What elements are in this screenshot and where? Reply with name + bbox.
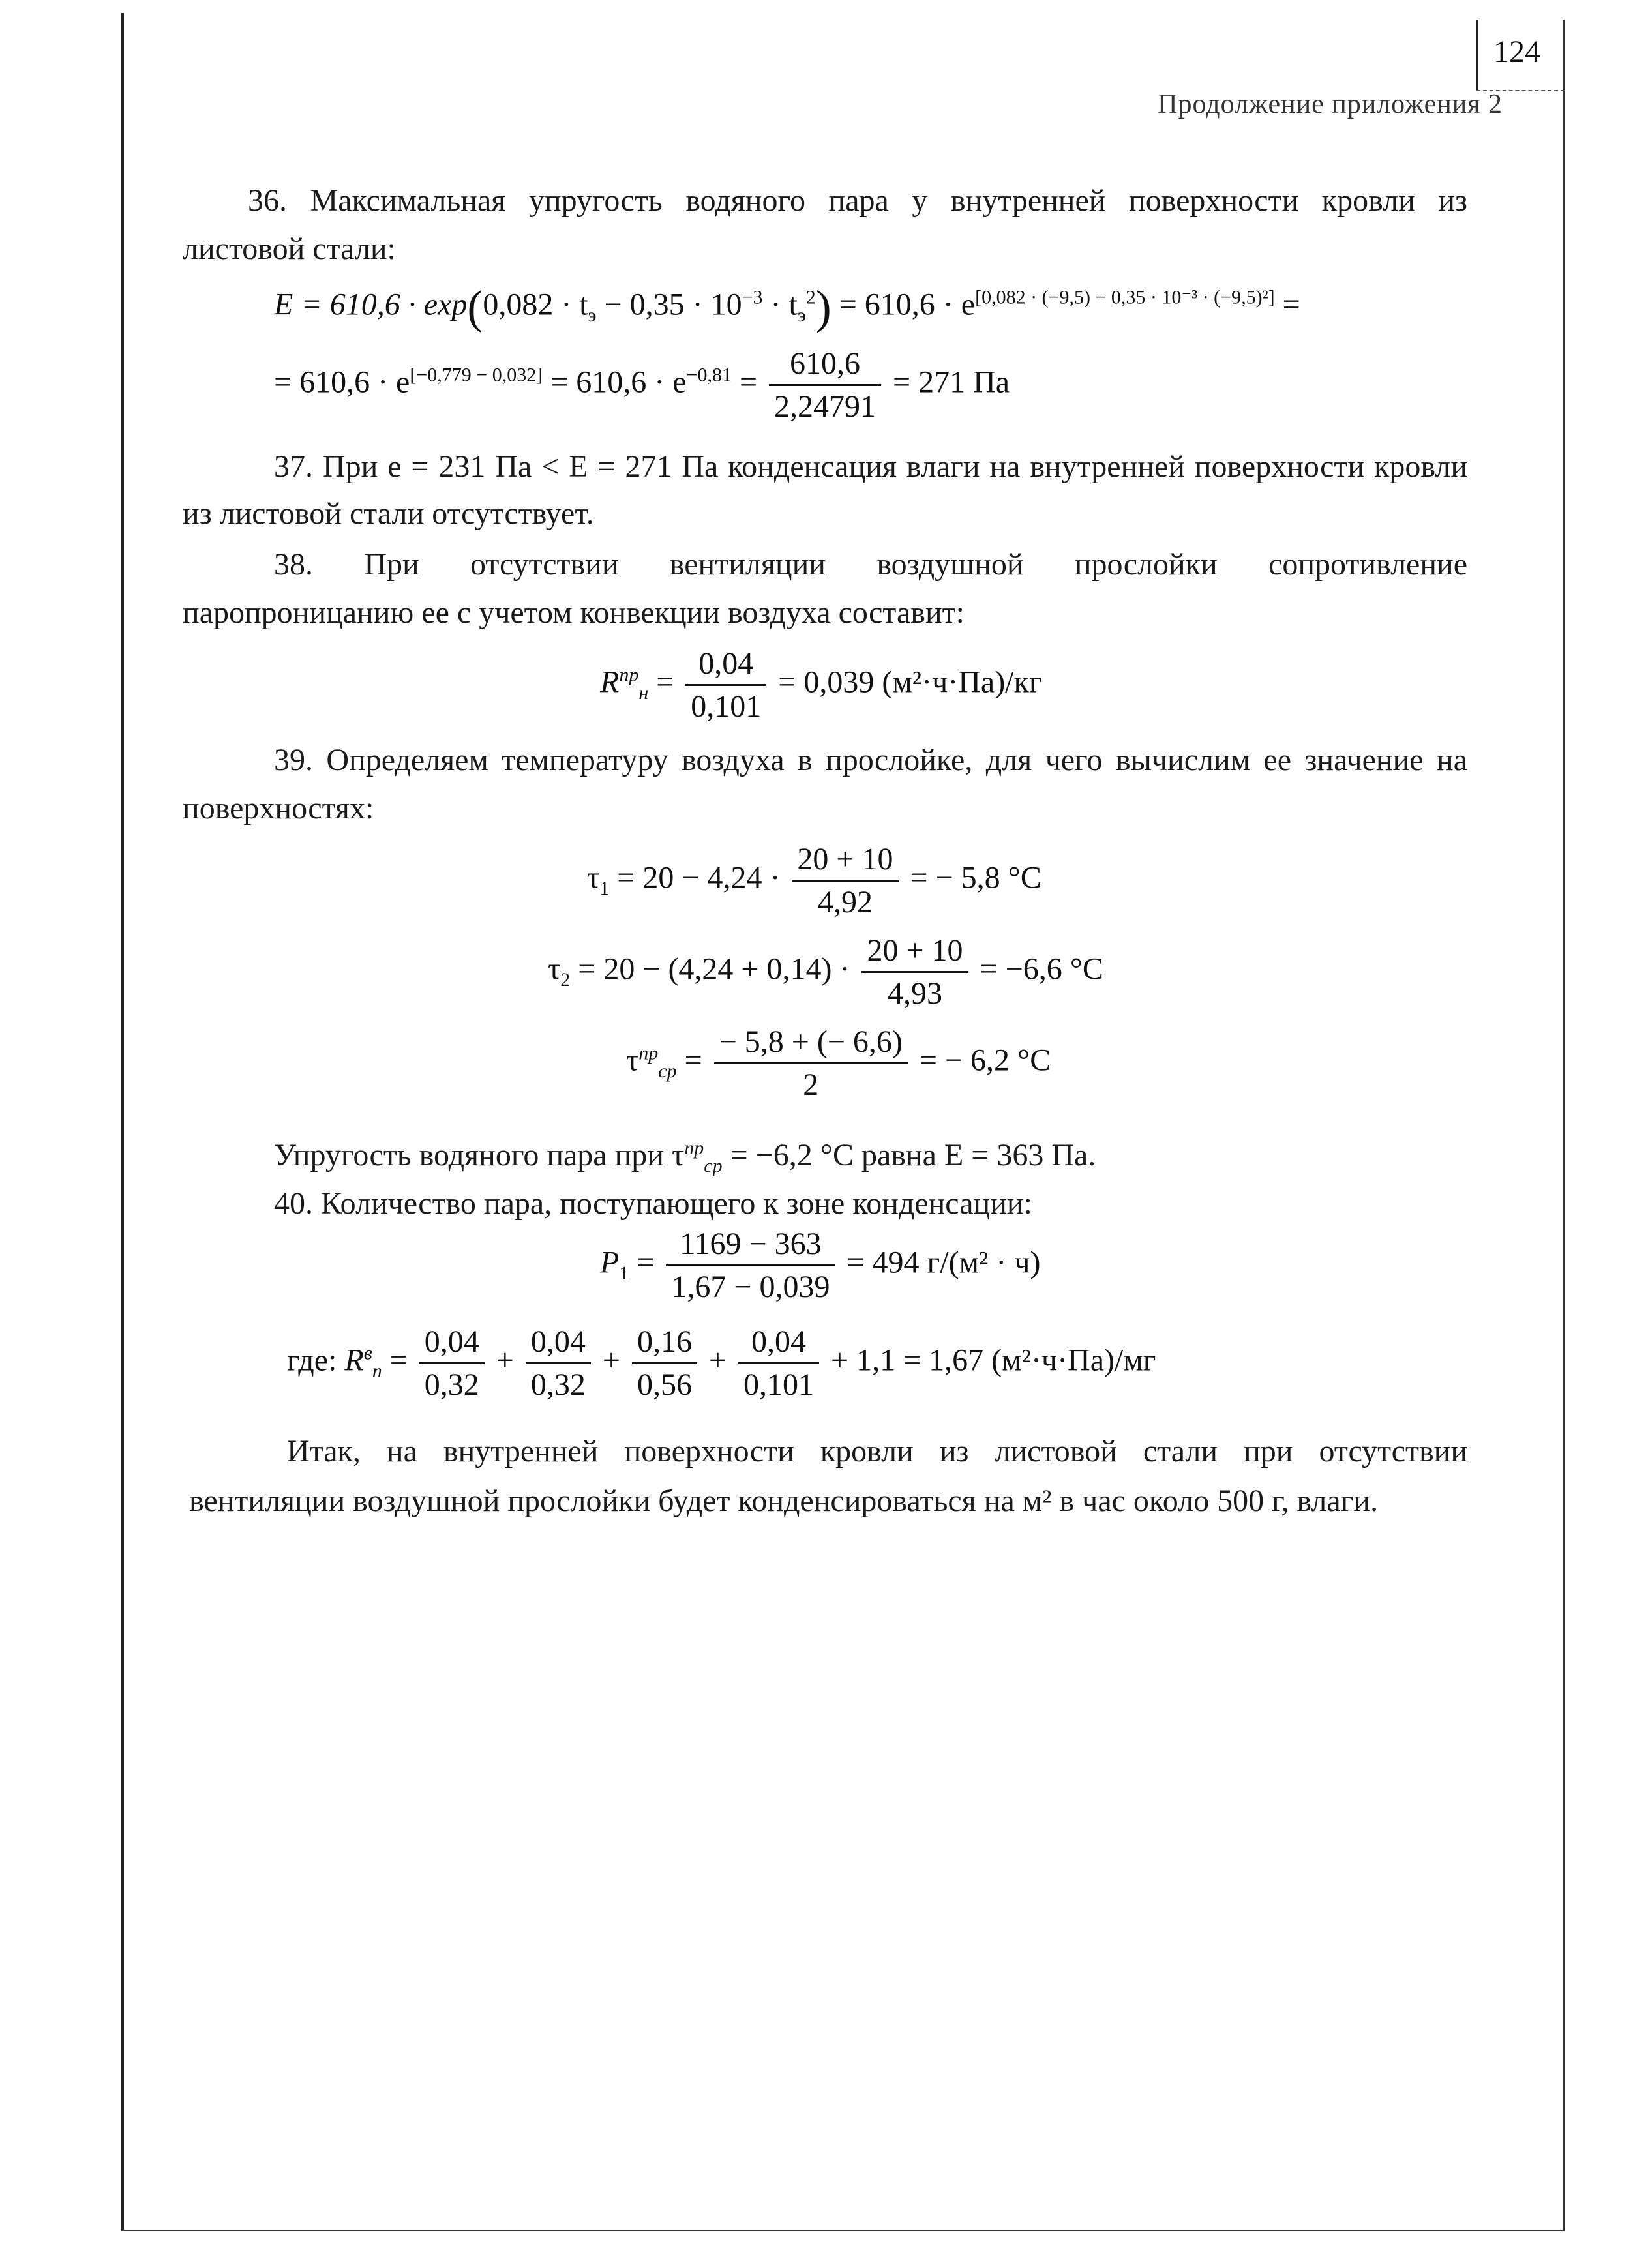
eq36b-eq: =	[739, 365, 758, 400]
page-bottom-border	[121, 2230, 1565, 2231]
paragraph-38-line-1: 38. При отсутствии вентиляции воздушной прослойки сопротивление	[274, 547, 1467, 582]
equation-39-tau1	[587, 841, 1041, 920]
eq40b-f3-denominator: 0,56	[637, 1367, 692, 1402]
eq39c-sup: пр	[638, 1042, 659, 1064]
eq39a-numerator: 20 + 10	[792, 841, 898, 882]
conclusion-line-2: вентиляции воздушной прослойки будет конденсироваться на м² в час около 500 г, влаги.	[189, 1484, 1379, 1518]
paragraph-36-line-1: 36. Максимальная упругость водяного пара у внутренней поверхности кровли из	[248, 183, 1467, 218]
eq36b-denominator: 2,24791	[774, 389, 876, 424]
eq39a-sub: 1	[599, 878, 610, 900]
eq39c-fraction	[714, 1024, 908, 1103]
eq38-fraction	[685, 646, 766, 724]
eq36b-fraction	[769, 346, 881, 425]
equation-39-tau2	[548, 933, 1103, 1011]
eq40b-fraction-3	[632, 1324, 697, 1403]
eq40b-f2-denominator: 0,32	[530, 1367, 586, 1402]
eq40b-f1-denominator: 0,32	[424, 1367, 479, 1402]
eq38-sup: пр	[619, 664, 639, 686]
eq39b-sub: 2	[560, 969, 571, 991]
eq39c-lhs: τ	[626, 1043, 639, 1078]
eq39b-lhs: τ	[548, 951, 561, 987]
eq40b-f2-numerator: 0,04	[526, 1324, 591, 1364]
equation-36-a	[274, 280, 1300, 335]
p39-result-sup: пр	[684, 1137, 704, 1159]
eq40b-fraction-1	[419, 1324, 485, 1403]
equation-40-rv	[287, 1324, 1156, 1403]
page-number: 124	[1493, 35, 1540, 69]
paragraph-39-line-1: 39. Определяем температуру воздуха в прослойке, для чего вычислим ее значение на	[274, 743, 1467, 777]
eq39a-mid: = 20 − 4,24 ·	[617, 860, 781, 895]
eq39c-numerator: − 5,8 + (− 6,6)	[714, 1024, 908, 1064]
paragraph-39-line-2: поверхностях:	[183, 791, 374, 826]
eq40b-f3-numerator: 0,16	[632, 1324, 697, 1364]
eq39c-denominator: 2	[803, 1067, 819, 1102]
eq36b-power2: −0,81	[686, 364, 732, 386]
eq36a-lhs: E = 610,6 · exp	[274, 287, 468, 322]
p39-result-pre: Упругость водяного пара при τ	[274, 1138, 685, 1172]
eq39b-fraction	[861, 933, 968, 1011]
page-left-border	[121, 13, 124, 2230]
eq38-numerator: 0,04	[685, 646, 766, 686]
paragraph-36-line-2: листовой стали:	[183, 231, 396, 266]
eq39b-mid: = 20 − (4,24 + 0,14) ·	[578, 951, 850, 987]
eq36a-close-paren: )	[815, 281, 831, 333]
eq40b-plus-1: +	[496, 1343, 514, 1378]
eq36b-result: = 271 Па	[893, 365, 1010, 400]
eq40b-fraction-4	[738, 1324, 819, 1403]
eq39b-result: = −6,6 °C	[980, 951, 1103, 987]
eq36a-tail: =	[1282, 287, 1300, 322]
eq40b-pre: где:	[287, 1343, 337, 1378]
page-number-divider	[1476, 20, 1478, 91]
eq40b-result: + 1,1 = 1,67 (м²·ч·Па)/мг	[831, 1343, 1156, 1378]
eq38-sub: н	[638, 682, 649, 704]
eq40b-plus-2: +	[602, 1343, 620, 1378]
p39-result-post: = −6,2 °C равна E = 363 Па.	[722, 1138, 1096, 1172]
paragraph-37-line-1: 37. При e = 231 Па < E = 271 Па конденсация влаги на внутренней поверхности кровли	[274, 449, 1467, 484]
eq40b-f1-numerator: 0,04	[419, 1324, 485, 1364]
eq38-denominator: 0,101	[691, 689, 762, 724]
eq40b-sub: п	[372, 1360, 382, 1382]
running-header: Продолжение приложения 2	[1158, 89, 1503, 119]
eq40b-fraction-2	[526, 1324, 591, 1403]
eq36a-exp1: −3	[742, 286, 763, 308]
eq36a-mid: − 0,35 · 10	[596, 287, 742, 322]
eq36b-power1: [−0,779 − 0,032]	[410, 364, 543, 386]
eq36a-power: [0,082 · (−9,5) − 0,35 · 10⁻³ · (−9,5)²]	[975, 286, 1275, 308]
eq39c-result: = − 6,2 °C	[919, 1043, 1051, 1078]
eq36a-square: 2	[805, 286, 816, 308]
eq36a-inner: 0,082 · t	[483, 287, 588, 322]
eq39a-denominator: 4,92	[817, 885, 873, 919]
paragraph-38-line-2: паропроницанию ее с учетом конвекции воздуха составит:	[183, 595, 965, 630]
paragraph-40-line-1: 40. Количество пара, поступающего к зоне конденсации:	[274, 1186, 1032, 1221]
equation-38	[600, 646, 1042, 724]
eq40a-fraction	[666, 1226, 835, 1305]
eq38-result: = 0,039 (м²·ч·Па)/кг	[778, 664, 1042, 700]
paragraph-37-line-2: из листовой стали отсутствует.	[183, 496, 594, 531]
eq39b-denominator: 4,93	[888, 976, 942, 1011]
eq36a-rhs: = 610,6 · e	[839, 287, 976, 322]
eq36b-numerator: 610,6	[769, 346, 881, 386]
eq38-lhs: R	[600, 664, 620, 700]
p39-result-sub: ср	[704, 1155, 723, 1177]
eq36a-sub1: э	[588, 305, 597, 327]
eq40b-f4-numerator: 0,04	[738, 1324, 819, 1364]
eq38-eq: =	[656, 664, 674, 700]
eq40a-denominator: 1,67 − 0,039	[671, 1270, 830, 1304]
eq40b-sup: в	[363, 1342, 372, 1364]
eq40b-lhs: R	[344, 1343, 364, 1378]
eq40a-sub: 1	[619, 1262, 629, 1285]
eq40a-result: = 494 г/(м² · ч)	[846, 1245, 1041, 1280]
eq40a-numerator: 1169 − 363	[666, 1226, 835, 1266]
eq39c-sub: ср	[658, 1060, 677, 1082]
eq36a-open-paren: (	[467, 281, 483, 333]
eq39a-lhs: τ	[587, 860, 600, 895]
eq36a-sub2: э	[797, 305, 806, 327]
equation-40-p1	[600, 1226, 1040, 1305]
eq40b-plus-3: +	[708, 1343, 727, 1378]
eq40a-eq: =	[637, 1245, 655, 1280]
page-right-border	[1563, 20, 1565, 2230]
equation-36-b	[274, 346, 1010, 425]
eq36b-pre: = 610,6 · e	[274, 365, 410, 400]
eq39a-result: = − 5,8 °C	[910, 860, 1041, 895]
eq39b-numerator: 20 + 10	[861, 933, 968, 973]
eq40b-f4-denominator: 0,101	[743, 1367, 815, 1402]
eq39a-fraction	[792, 841, 898, 920]
eq36a-dot: · t	[762, 287, 798, 322]
eq36b-mid: = 610,6 · e	[550, 365, 687, 400]
conclusion-line-1: Итак, на внутренней поверхности кровли из листовой стали при отсутствии	[287, 1434, 1467, 1469]
eq40a-lhs: P	[600, 1245, 620, 1280]
eq39c-eq: =	[684, 1043, 702, 1078]
eq40b-eq: =	[389, 1343, 408, 1378]
equation-39-tau-avg	[626, 1024, 1051, 1103]
